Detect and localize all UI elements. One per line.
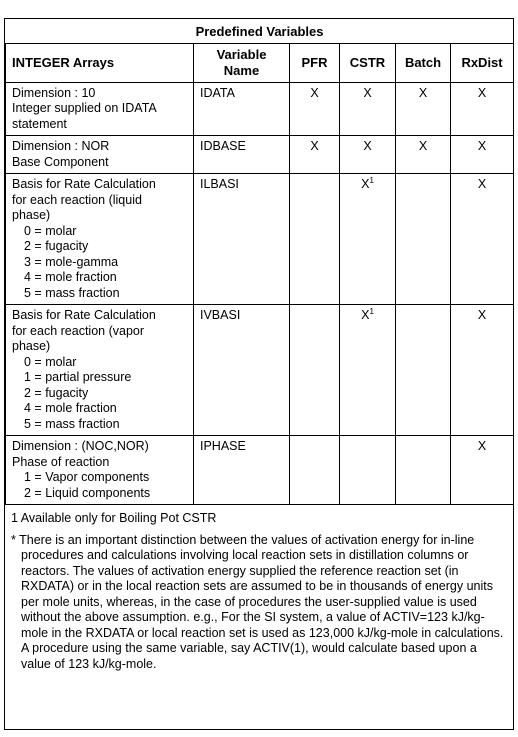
footnote-ref: 1 (369, 306, 374, 316)
option-line: 1 = Vapor components (24, 470, 150, 484)
footnote-activation-energy: * There is an important distinction between the values of activation energy for in-line procedures and calculations involving local reaction sets in distillation columns or reactors. The values of activation energy supplied the reference reaction set (in RXDATA) or in the local reaction sets are assumed to be in thousands of energy units per mole units, whereas, in the case of procedures the user-supplied value is used without the above assumption. e.g., For the SI system, a value of ACTIV=123 kJ/kg-mole in the RXDATA or local reaction set is used as 123,000 kJ/kg-mole in calculations. A procedure using the same variable, say ACTIV(1), would calculate based upon a value of 123 kJ/kg-mole. (11, 532, 504, 671)
header-variable-name: Variable Name (194, 43, 290, 82)
table-title: Predefined Variables (6, 19, 514, 43)
option-line: 0 = molar (24, 223, 77, 238)
description-line: statement (12, 116, 67, 131)
variable-name-cell: IDBASE (194, 136, 290, 174)
header-pfr: PFR (290, 43, 340, 82)
footnote-ref: 1 (369, 175, 374, 185)
pfr-cell (290, 174, 340, 305)
batch-cell (396, 305, 451, 436)
description-line: Dimension : (NOC,NOR) (12, 439, 149, 453)
rxdist-mark: X (477, 139, 487, 153)
rxdist-cell (451, 136, 514, 174)
option-line: 5 = mass fraction (24, 416, 120, 431)
cstr-cell (340, 136, 396, 174)
header-integer-arrays: INTEGER Arrays (6, 43, 194, 82)
rxdist-mark: X (477, 177, 487, 191)
cstr-mark: X (361, 177, 370, 191)
pfr-cell (290, 136, 340, 174)
table-row (6, 174, 514, 305)
description-line: Basis for Rate Calculation (12, 308, 156, 322)
description-line: phase) (12, 339, 51, 353)
table-row (6, 82, 514, 136)
option-line: 2 = fugacity (24, 239, 89, 253)
batch-cell (396, 174, 451, 305)
table-row (6, 136, 514, 174)
rxdist-mark: X (477, 85, 487, 100)
description-line: for each reaction (vapor (12, 323, 145, 338)
description-line: Base Component (12, 154, 109, 169)
cstr-cell (340, 174, 396, 305)
row-description (6, 82, 194, 136)
row-description (6, 174, 194, 305)
description-line: Dimension : NOR (12, 139, 110, 153)
pfr-mark: X (310, 139, 319, 153)
description-line: Basis for Rate Calculation (12, 177, 156, 191)
footnote-1: 1 Available only for Boiling Pot CSTR (11, 511, 217, 525)
option-line: 0 = molar (24, 354, 77, 369)
option-line: 4 = mole fraction (24, 401, 117, 415)
row-description (6, 136, 194, 174)
description-line: Phase of reaction (12, 454, 110, 469)
cstr-mark: X (363, 85, 372, 100)
table-row (6, 305, 514, 436)
variable-name-cell: ILBASI (194, 174, 290, 305)
pfr-cell (290, 436, 340, 505)
header-row (6, 43, 514, 82)
variable-name-cell: IDATA (194, 82, 290, 136)
cstr-cell (340, 436, 396, 505)
description-line: phase) (12, 208, 51, 222)
batch-mark: X (418, 139, 428, 153)
cstr-mark: X (363, 139, 372, 153)
predefined-variables-table (5, 19, 514, 505)
header-batch: Batch (396, 43, 451, 82)
option-line: 1 = partial pressure (24, 370, 132, 384)
rxdist-mark: X (477, 308, 487, 322)
cstr-mark: X (361, 308, 370, 322)
option-line: 2 = fugacity (24, 385, 89, 400)
header-rxdist: RxDist (451, 43, 514, 82)
predefined-variables-table-box (4, 18, 514, 730)
pfr-mark: X (310, 85, 319, 100)
batch-cell (396, 82, 451, 136)
table-row (6, 436, 514, 505)
batch-mark: X (418, 85, 428, 100)
option-line: 2 = Liquid components (24, 485, 151, 500)
option-line: 4 = mole fraction (24, 270, 117, 284)
description-line: for each reaction (liquid (12, 192, 142, 207)
table-body (6, 82, 514, 505)
description-line: Integer supplied on IDATA (12, 101, 157, 115)
rxdist-mark: X (477, 439, 487, 453)
rxdist-cell (451, 174, 514, 305)
footnotes (5, 505, 513, 672)
option-line: 3 = mole-gamma (24, 254, 119, 269)
variable-name-cell: IVBASI (194, 305, 290, 436)
variable-name-cell: IPHASE (194, 436, 290, 505)
row-description (6, 305, 194, 436)
batch-cell (396, 436, 451, 505)
cstr-cell (340, 305, 396, 436)
rxdist-cell (451, 305, 514, 436)
rxdist-cell (451, 436, 514, 505)
option-line: 5 = mass fraction (24, 285, 120, 300)
pfr-cell (290, 82, 340, 136)
description-line: Dimension : 10 (12, 85, 96, 100)
rxdist-cell (451, 82, 514, 136)
cstr-cell (340, 82, 396, 136)
header-cstr: CSTR (340, 43, 396, 82)
pfr-cell (290, 305, 340, 436)
batch-cell (396, 136, 451, 174)
row-description (6, 436, 194, 505)
